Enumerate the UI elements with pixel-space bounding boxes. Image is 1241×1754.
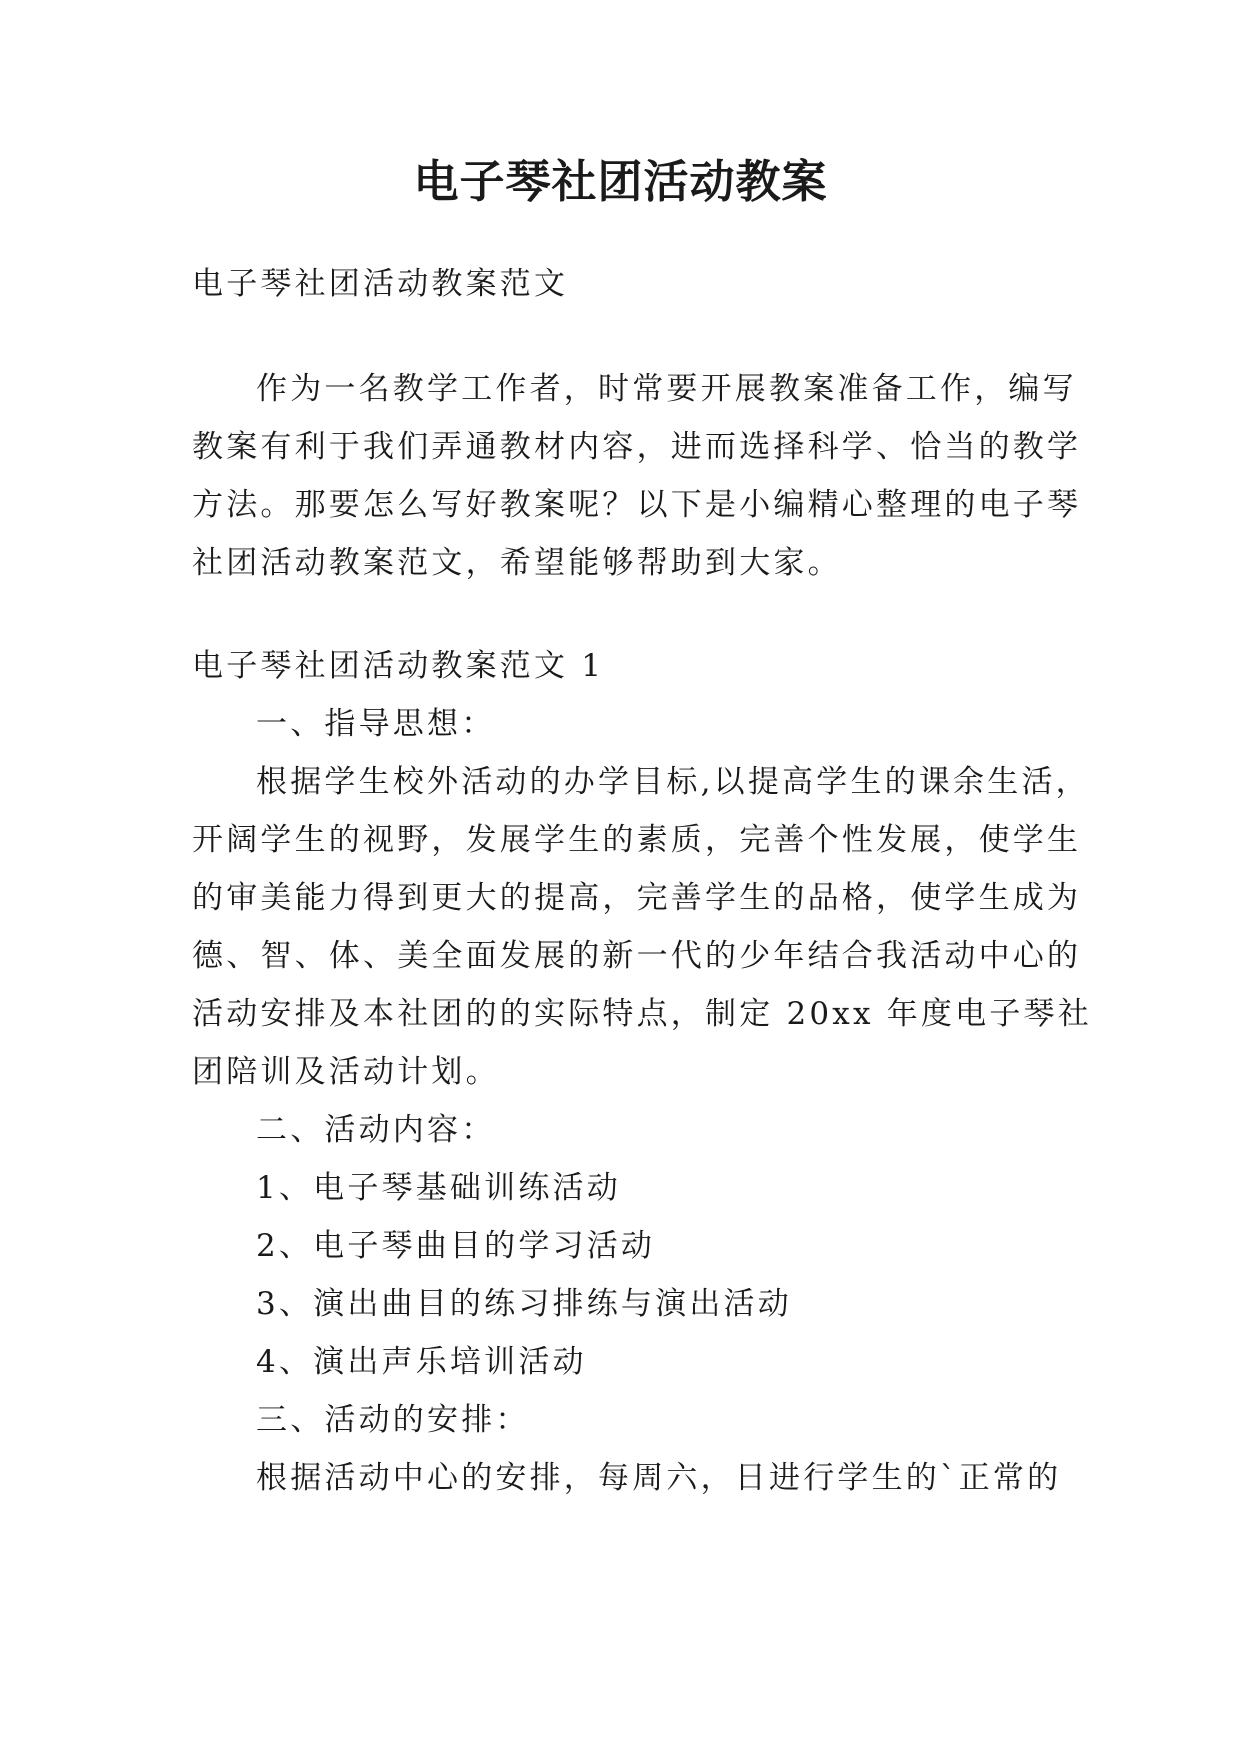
paragraph-line: 活动安排及本社团的的实际特点，制定 20xx 年度电子琴社 bbox=[192, 996, 1092, 1032]
paragraph-line: 教案有利于我们弄通教材内容，进而选择科学、恰当的教学 bbox=[192, 429, 1082, 465]
page-title: 电子琴社团活动教案 bbox=[413, 155, 828, 208]
section-heading: 一、指导思想： bbox=[256, 706, 496, 742]
paragraph-line: 根据学生校外活动的办学目标,以提高学生的课余生活， bbox=[256, 764, 1090, 800]
paragraph-line: 团陪训及活动计划。 bbox=[192, 1054, 500, 1090]
paragraph-line: 根据活动中心的安排，每周六，日进行学生的`正常的 bbox=[256, 1460, 1062, 1496]
list-item: 1、电子琴基础训练活动 bbox=[256, 1170, 621, 1206]
paragraph-line: 开阔学生的视野，发展学生的素质，完善个性发展，使学生 bbox=[192, 822, 1082, 858]
subtitle: 电子琴社团活动教案范文 bbox=[192, 266, 569, 302]
list-item: 4、演出声乐培训活动 bbox=[256, 1344, 587, 1380]
list-item: 3、演出曲目的练习排练与演出活动 bbox=[256, 1286, 792, 1322]
list-item: 2、电子琴曲目的学习活动 bbox=[256, 1228, 656, 1264]
section-heading: 二、活动内容： bbox=[256, 1112, 496, 1148]
paragraph-line: 作为一名教学工作者，时常要开展教案准备工作，编写 bbox=[256, 371, 1077, 407]
paragraph-line: 的审美能力得到更大的提高，完善学生的品格，使学生成为 bbox=[192, 880, 1082, 916]
paragraph-line: 德、智、体、美全面发展的新一代的少年结合我活动中心的 bbox=[192, 938, 1082, 974]
paragraph-line: 方法。那要怎么写好教案呢？以下是小编精心整理的电子琴 bbox=[192, 487, 1082, 523]
paragraph-line: 社团活动教案范文，希望能够帮助到大家。 bbox=[192, 545, 842, 581]
section-title: 电子琴社团活动教案范文 1 bbox=[192, 648, 605, 684]
section-heading: 三、活动的安排： bbox=[256, 1402, 530, 1438]
